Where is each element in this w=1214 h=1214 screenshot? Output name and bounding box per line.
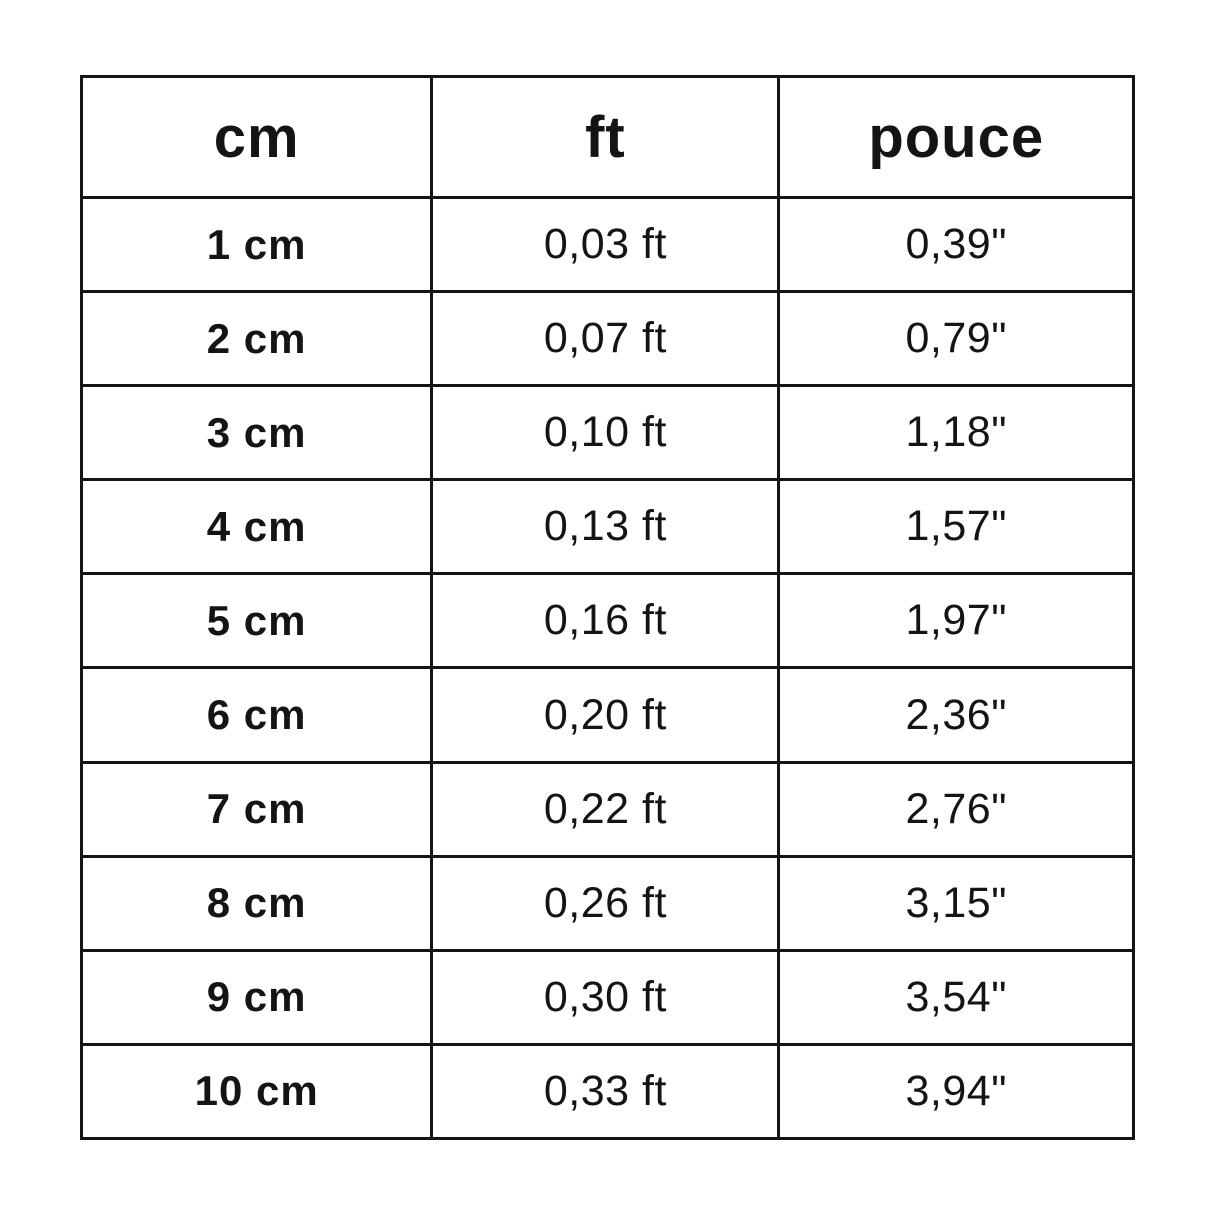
pouce-value: 1,18" — [779, 386, 1134, 480]
ft-value: 0,22 ft — [432, 762, 779, 856]
table-row — [82, 386, 1134, 480]
pouce-value: 3,15" — [779, 856, 1134, 950]
cm-value: 8 cm — [82, 856, 432, 950]
cm-value: 2 cm — [82, 292, 432, 386]
pouce-value: 3,54" — [779, 950, 1134, 1044]
ft-value: 0,03 ft — [432, 198, 779, 292]
table-row — [82, 480, 1134, 574]
cm-value: 10 cm — [82, 1044, 432, 1138]
pouce-value: 2,36" — [779, 668, 1134, 762]
header-pouce: pouce — [779, 77, 1134, 198]
header-row — [82, 77, 1134, 198]
cm-value: 6 cm — [82, 668, 432, 762]
header-ft: ft — [432, 77, 779, 198]
pouce-value: 1,57" — [779, 480, 1134, 574]
table-row — [82, 762, 1134, 856]
pouce-value: 3,94" — [779, 1044, 1134, 1138]
cm-ft-pouce-conversion-table — [80, 75, 1135, 1140]
pouce-value: 1,97" — [779, 574, 1134, 668]
ft-value: 0,13 ft — [432, 480, 779, 574]
cm-value: 5 cm — [82, 574, 432, 668]
ft-value: 0,30 ft — [432, 950, 779, 1044]
ft-value: 0,20 ft — [432, 668, 779, 762]
cm-value: 3 cm — [82, 386, 432, 480]
cm-value: 7 cm — [82, 762, 432, 856]
pouce-value: 2,76" — [779, 762, 1134, 856]
table-row — [82, 292, 1134, 386]
ft-value: 0,16 ft — [432, 574, 779, 668]
ft-value: 0,07 ft — [432, 292, 779, 386]
table-row — [82, 668, 1134, 762]
cm-value: 1 cm — [82, 198, 432, 292]
table-row — [82, 950, 1134, 1044]
pouce-value: 0,39" — [779, 198, 1134, 292]
ft-value: 0,10 ft — [432, 386, 779, 480]
ft-value: 0,26 ft — [432, 856, 779, 950]
cm-value: 4 cm — [82, 480, 432, 574]
cm-value: 9 cm — [82, 950, 432, 1044]
table-row — [82, 574, 1134, 668]
table-row — [82, 198, 1134, 292]
pouce-value: 0,79" — [779, 292, 1134, 386]
table-row — [82, 1044, 1134, 1138]
table-row — [82, 856, 1134, 950]
ft-value: 0,33 ft — [432, 1044, 779, 1138]
header-cm: cm — [82, 77, 432, 198]
